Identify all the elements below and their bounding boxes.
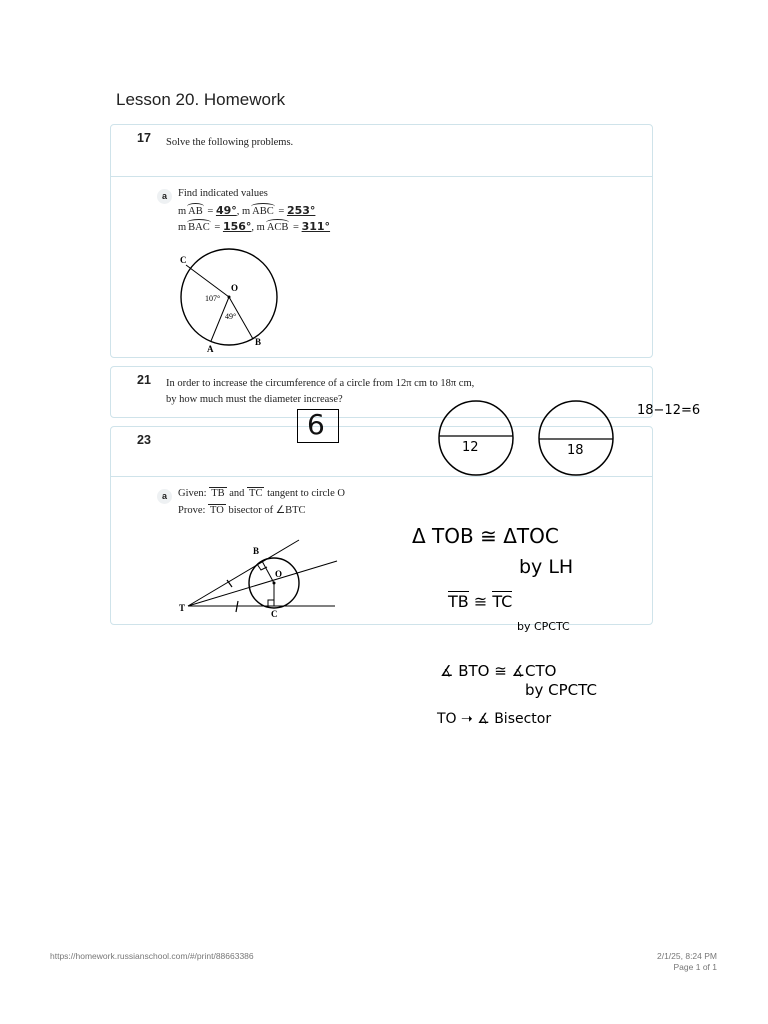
arc-ab: AB (188, 206, 203, 217)
question-number: 17 (137, 131, 151, 145)
circle-diagram (171, 245, 291, 355)
right-angle-mark-c (268, 600, 274, 606)
handwritten-answer: 6 (307, 408, 325, 441)
question-text-line-1: In order to increase the circumference of a circle from 12π cm to 18π cm, (166, 378, 475, 389)
card-divider (111, 176, 652, 177)
angle-49: 49° (225, 312, 237, 321)
label-b: B (253, 546, 260, 556)
arc-bac: BAC (188, 222, 210, 233)
label-t: T (179, 603, 186, 613)
question-number: 23 (137, 433, 151, 447)
handwritten-value-abc: 253° (286, 204, 316, 217)
circle-18 (539, 401, 613, 475)
tangent-diagram (171, 539, 341, 624)
line-to (188, 561, 337, 606)
center-point (273, 582, 276, 585)
label-o: O (231, 283, 239, 293)
label-c: C (180, 255, 187, 265)
handwritten-proof-line-7: TO ➝ ∡ Bisector (437, 711, 552, 727)
segment-tc: TC (249, 488, 263, 499)
handwritten-proof-line-5: ∡ BTO ≅ ∡CTO (440, 662, 557, 680)
handwritten-label-18: 18 (567, 443, 584, 458)
handwritten-proof-line-6: by CPCTC (525, 681, 597, 699)
label-c: C (271, 609, 278, 619)
tangent-line-tb (188, 540, 299, 606)
radius-oc (186, 265, 229, 297)
part-label: a (157, 489, 172, 504)
handwritten-proof-line-4: by CPCTC (517, 620, 570, 633)
footer-url: https://homework.russianschool.com/#/print/88663386 (50, 951, 254, 961)
center-point (228, 296, 231, 299)
question-number: 21 (137, 373, 151, 387)
radius-ob (262, 561, 274, 583)
angle-107: 107° (205, 294, 221, 303)
question-card-17 (110, 124, 653, 358)
handwritten-value-ab: 49° (215, 204, 237, 217)
handwritten-proof-line-1: Δ TOB ≅ ΔTOC (412, 524, 559, 548)
instruction-text: Find indicated values (178, 188, 268, 199)
given-line: Given: TB and TC tangent to circle O (178, 488, 345, 499)
handwritten-circles (436, 396, 618, 480)
question-text-line-2: by how much must the diameter increase? (166, 394, 343, 405)
part-label: a (157, 189, 172, 204)
handwritten-calculation: 18−12=6 (637, 403, 701, 418)
handwritten-value-acb: 311° (301, 220, 331, 233)
arc-values-line-1: m AB = 49°, m ABC = 253° (178, 204, 316, 217)
segment-to: TO (210, 505, 224, 516)
label-a: A (207, 344, 214, 354)
handwritten-label-12: 12 (462, 440, 479, 455)
arc-values-line-2: m BAC = 156°, m ACB = 311° (178, 220, 331, 233)
handwritten-proof-line-3: TB ≅ TC (448, 592, 513, 611)
circle-12 (439, 401, 513, 475)
page-title: Lesson 20. Homework (116, 90, 286, 109)
segment-tb: TB (211, 488, 225, 499)
question-prompt: Solve the following problems. (166, 137, 294, 148)
footer-page-count: Page 1 of 1 (673, 962, 717, 972)
label-b: B (255, 337, 262, 347)
label-o: O (275, 569, 283, 579)
handwritten-answer-box (297, 409, 339, 443)
footer-datetime: 2/1/25, 8:24 PM (656, 951, 717, 961)
prove-line: Prove: TO bisector of ∠BTC (178, 505, 306, 516)
handwritten-value-bac: 156° (222, 220, 252, 233)
arc-acb: ACB (266, 222, 289, 233)
arc-abc: ABC (252, 206, 274, 217)
handwritten-proof-line-2: by LH (519, 556, 574, 578)
